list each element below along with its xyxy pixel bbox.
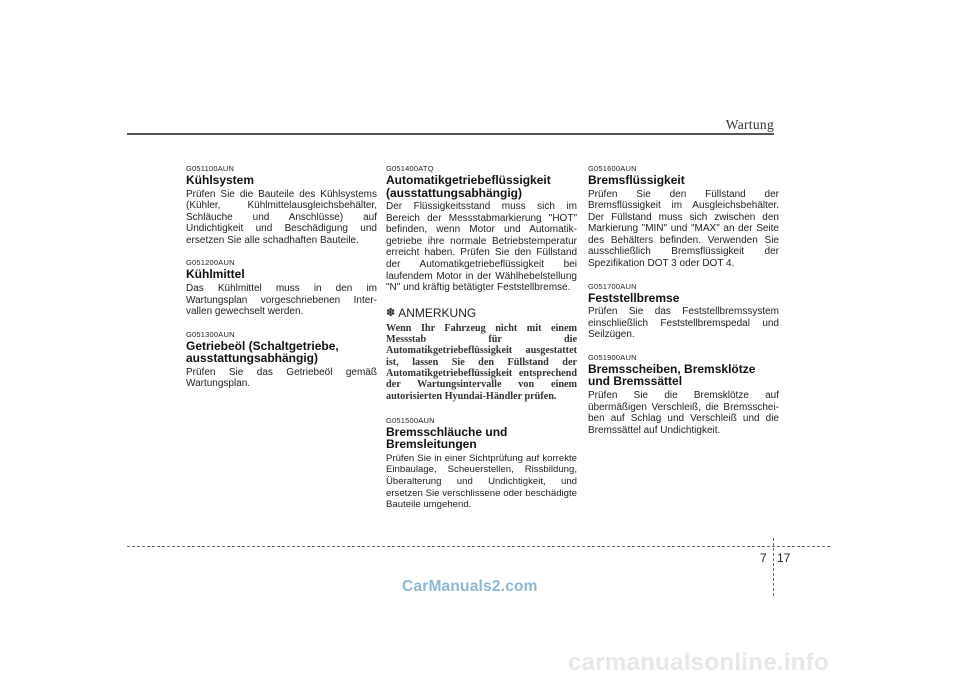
section-brake-discs: [588, 353, 779, 436]
section-brake-fluid: [588, 164, 779, 270]
section-body: Prüfen Sie das Feststellbremssystem einschließlich Feststellbremspedal und Seilzügen.: [588, 306, 779, 341]
section-heading: Kühlsystem: [186, 173, 255, 187]
section-coolant: [186, 258, 377, 317]
column-1: [186, 164, 377, 402]
section-brake-hoses: [386, 416, 577, 511]
section-cooling-system: [186, 164, 377, 246]
section-code: G051300AUN: [186, 329, 235, 339]
section-code: G051400ATQ: [386, 164, 434, 173]
section-automatic-transmission-fluid: [386, 164, 577, 294]
note-title-text: ANMERKUNG: [398, 305, 477, 320]
asterisk-icon: ✽: [386, 307, 396, 320]
section-heading: Kühlmittel: [186, 267, 245, 282]
watermark-carmanualsonline: carmanualsonline.info: [568, 649, 830, 676]
section-code: G051600AUN: [588, 164, 637, 173]
section-code: G051100AUN: [186, 164, 235, 173]
section-code: G051200AUN: [186, 258, 235, 268]
section-heading: Bremsscheiben, Bremsklötze und Bremssättel: [588, 361, 756, 389]
footer-dashed-divider: [773, 538, 774, 596]
chapter-number: 7: [760, 551, 767, 565]
section-parking-brake: [588, 282, 779, 341]
section-body: Prüfen Sie die Bauteile des Kühlsystems (Kühler, Kühlmittelausgleichsbehälter, Schläuche und Anschlüsse) auf Undichtigkeit und Beschädigung und ersetzen Sie alle schadhaften Bauteile.: [186, 188, 377, 246]
section-body: Der Flüssigkeitsstand muss sich im Bereich der Messstabmarkierung "HOT" befinden, wenn Motor und Automatik-getriebe ihre normale Betriebstemperatur erreicht haben. Prüfen Sie den Füllstand der Automatikgetriebeflüssigkeit bei laufendem Motor in der Wählhebelstellung "N" und kräftig betätigter Feststellbremse.: [386, 201, 577, 294]
section-body: Das Kühlmittel muss in den im Wartungsplan vorgeschriebenen Inter-vallen gewechselt werden.: [186, 282, 377, 318]
section-heading: Automatikgetriebeflüssigkeit (ausstattungsabhängig): [386, 173, 551, 200]
section-body: Prüfen Sie den Füllstand der Bremsflüssigkeit im Ausgleichsbehälter. Der Füllstand muss sich zwischen den Markierung "MIN" und "MAX" an der Seite des Behälters befinden. Verwenden Sie ausschließlich Bremsflüssigkeit der Spezifikation DOT 3 oder DOT 4.: [588, 188, 779, 270]
section-code: G051500AUN: [386, 415, 435, 425]
note-body: Wenn Ihr Fahrzeug nicht mit einem Messstab für die Automatikgetriebeflüssigkeit ausgestattet ist, lassen Sie den Füllstand der Automatikgetriebeflüssigkeit entsprechend der Wartungsintervalle von einem autorisierten Hyundai-Händler prüfen.: [386, 322, 577, 402]
header-rule: [127, 133, 774, 135]
section-code: G051700AUN: [588, 281, 637, 291]
note-box: [386, 306, 577, 402]
section-heading: Bremsschläuche und Bremsleitungen: [386, 424, 508, 452]
column-2: [386, 164, 577, 523]
section-code: G051900AUN: [588, 352, 637, 362]
section-body: Prüfen Sie das Getriebeöl gemäß Wartungsplan.: [186, 366, 377, 390]
section-transmission-oil: [186, 330, 377, 390]
section-heading: Feststellbremse: [588, 290, 680, 305]
watermark-carmanuals2[interactable]: CarManuals2.com: [402, 578, 538, 595]
section-body: Prüfen Sie die Bremsklötze auf übermäßigen Verschleiß, die Bremsschei-ben auf Schlag und Verschleiß und die Bremssättel auf Undichtigkeit.: [588, 389, 779, 436]
note-title: [386, 306, 577, 320]
page-header-title: Wartung: [725, 117, 774, 132]
column-3: [588, 164, 779, 448]
page-number-value: 17: [777, 551, 791, 565]
section-heading: Getriebeöl (Schaltgetriebe, ausstattungsabhängig): [186, 338, 339, 366]
section-body: Prüfen Sie in einer Sichtprüfung auf korrekte Einbaulage, Scheuerstellen, Rissbildung, Überalterung und Undichtigkeit, und ersetzen Sie verschlissene oder beschädigte Bauteile umgehend.: [386, 452, 577, 511]
section-heading: Bremsflüssigkeit: [588, 173, 685, 187]
footer-dashed-rule: [127, 546, 830, 547]
